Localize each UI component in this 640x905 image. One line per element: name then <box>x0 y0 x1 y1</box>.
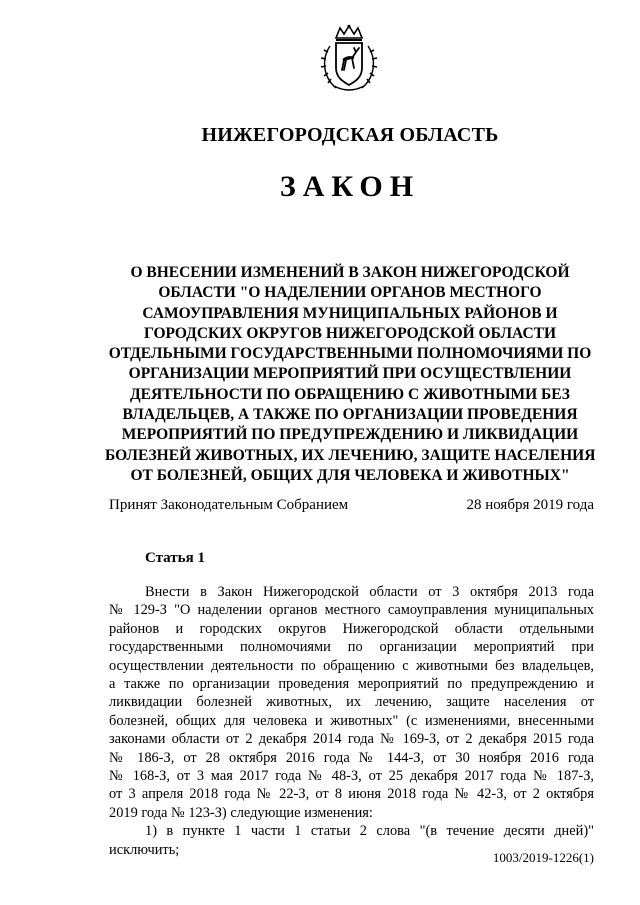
document-type-heading: ЗАКОН <box>279 170 421 203</box>
body-line: № 129-З "О наделении органов местного самоуправления муниципальных <box>109 602 594 619</box>
article-heading: Статья 1 <box>145 550 205 566</box>
title-line: БОЛЕЗНЕЙ ЖИВОТНЫХ, ИХ ЛЕЧЕНИЮ, ЗАЩИТЕ НАСЕЛЕНИЯ <box>105 446 596 464</box>
body-line: районов и городских округов Нижегородской области отдельными <box>109 620 594 637</box>
body-line: болезней, общих для человека и животных" (с изменениями, внесенными <box>109 712 594 729</box>
body-line: 2019 года № 123-З) следующие изменения: <box>109 804 373 821</box>
title-line: ВЛАДЕЛЬЦЕВ, А ТАКЖЕ ПО ОРГАНИЗАЦИИ ПРОВЕДЕНИЯ <box>122 406 578 424</box>
title-line: ОТ БОЛЕЗНЕЙ, ОБЩИХ ДЛЯ ЧЕЛОВЕКА И ЖИВОТНЫХ" <box>130 466 570 484</box>
title-line: ОТДЕЛЬНЫМИ ГОСУДАРСТВЕННЫМИ ПОЛНОМОЧИЯМИ ПО <box>108 345 592 363</box>
body-line: осуществлении деятельности по обращению с животными без владельцев, <box>109 657 594 674</box>
coat-of-arms-icon <box>316 24 382 96</box>
body-line: государственными полномочиями по организации мероприятий при <box>109 639 594 656</box>
document-code: 1003/2019-1226(1) <box>492 850 594 865</box>
title-line: САМОУПРАВЛЕНИЯ МУНИЦИПАЛЬНЫХ РАЙОНОВ И <box>142 304 558 322</box>
adoption-date: 28 ноября 2019 года <box>466 497 594 513</box>
body-line: а также по организации проведения мероприятий по предупреждению и <box>109 676 594 693</box>
body-line: исключить; <box>109 841 180 858</box>
title-line: ОРГАНИЗАЦИИ МЕРОПРИЯТИЙ ПРИ ОСУЩЕСТВЛЕНИИ <box>128 365 572 383</box>
body-line: законами области от 2 декабря 2014 года № 169-З, от 2 декабря 2015 года <box>109 731 594 748</box>
body-line: ликвидации болезней животных, их лечению, защите населения от <box>109 694 594 711</box>
title-line: ДЕЯТЕЛЬНОСТИ ПО ОБРАЩЕНИЮ С ЖИВОТНЫМИ БЕЗ <box>130 385 570 403</box>
body-line: 1) в пункте 1 части 1 статьи 2 слова "(в течение десяти дней)" <box>145 823 594 840</box>
law-title <box>105 263 595 486</box>
article-body <box>109 583 594 859</box>
region-heading: НИЖЕГОРОДСКАЯ ОБЛАСТЬ <box>201 124 499 146</box>
body-line: № 186-З, от 28 октября 2016 года № 144-З, от 30 ноября 2016 года <box>109 749 594 766</box>
body-line: от 3 апреля 2018 года № 22-З, от 8 июня 2018 года № 42-З, от 2 октября <box>109 786 594 803</box>
body-line: Внести в Закон Нижегородской области от 3 октября 2013 года <box>145 584 594 600</box>
title-line: О ВНЕСЕНИИ ИЗМЕНЕНИЙ В ЗАКОН НИЖЕГОРОДСКОЙ <box>130 264 570 281</box>
title-line: ОБЛАСТИ "О НАДЕЛЕНИИ ОРГАНОВ МЕСТНОГО <box>158 284 542 302</box>
title-line: МЕРОПРИЯТИЙ ПО ПРЕДУПРЕЖДЕНИЮ И ЛИКВИДАЦИИ <box>121 426 579 444</box>
title-line: ГОРОДСКИХ ОКРУГОВ НИЖЕГОРОДСКОЙ ОБЛАСТИ <box>143 324 557 342</box>
adoption-body: Принят Законодательным Собранием <box>109 497 349 513</box>
body-line: № 168-З, от 3 мая 2017 года № 48-З, от 25 декабря 2017 года № 187-З, <box>109 768 594 785</box>
